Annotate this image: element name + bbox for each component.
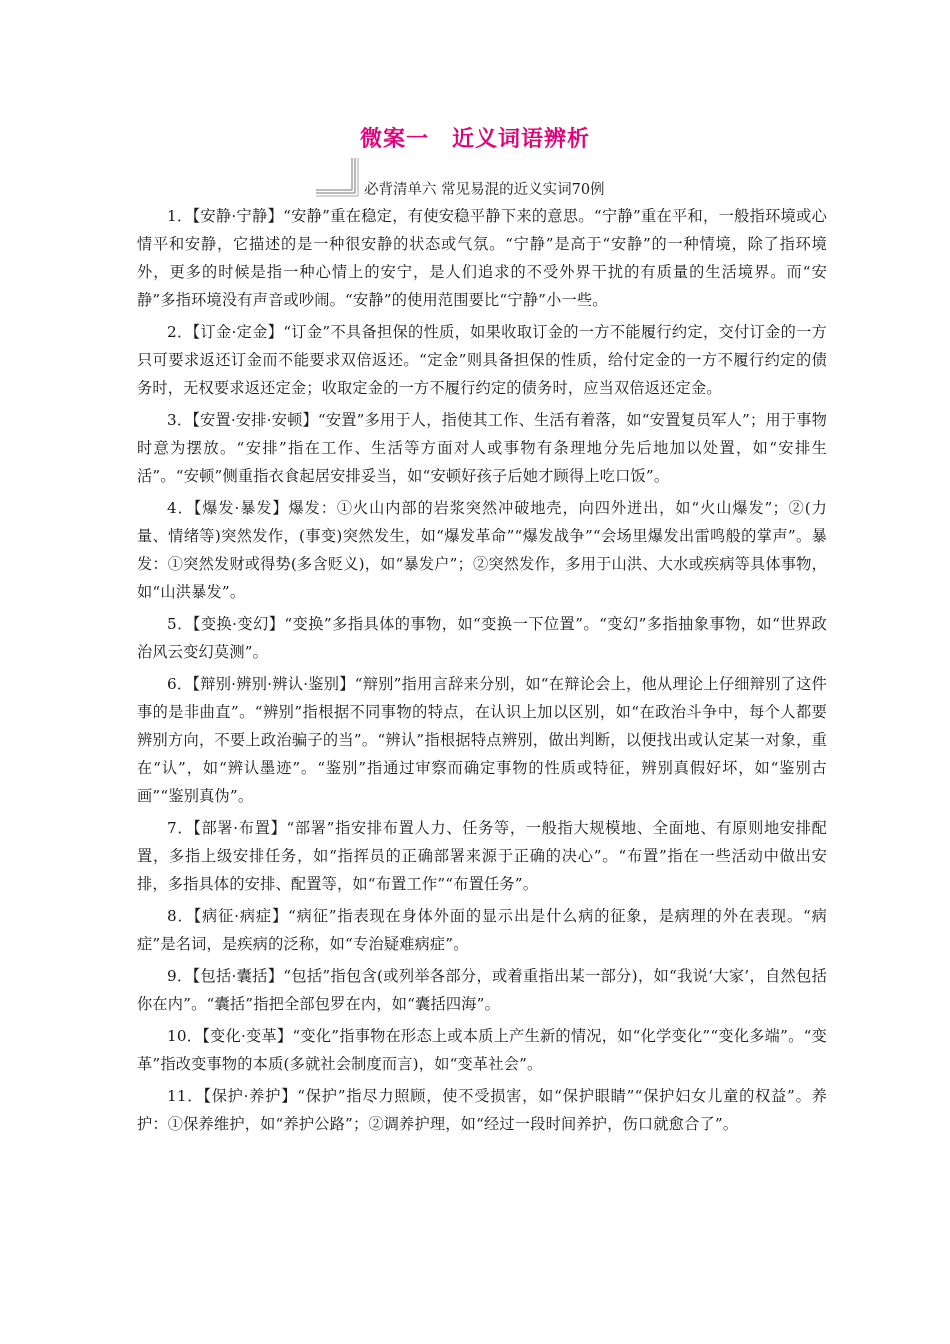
corner-ornament-icon <box>316 156 364 200</box>
paragraph-11: 11．【保护·养护】“保护”指尽力照顾，使不受损害，如“保护眼睛”“保护妇女儿童的权益”。养护：①保养维护，如“养护公路”；②调养护理，如“经过一段时间养护，伤口就愈合了”。 <box>137 1087 827 1133</box>
paragraph-8: 8．【病征·病症】“病征”指表现在身体外面的显示出是什么病的征象，是病理的外在表现。“病症”是名词，是疾病的泛称，如“专治疑难病症”。 <box>137 907 827 953</box>
paragraph-1: 1．【安静·宁静】“安静”重在稳定，有使安稳平静下来的意思。“宁静”重在平和，一般指环境或心情平和安静，它描述的是一种很安静的状态或气氛。“宁静”是高于“安静”的一种情境，除了指环境外，更多的时候是指一种心情上的安宁，是人们追求的不受外界干扰的有质量的生活境界。而“安静”多指环境没有声音或吵闹。“安静”的使用范围要比“宁静”小一些。 <box>137 207 827 309</box>
paragraph-7: 7．【部署·布置】“部署”指安排布置人力、任务等，一般指大规模地、全面地、有原则地安排配置，多指上级安排任务，如“指挥员的正确部署来源于正确的决心”。“布置”指在一些活动中做出安排，多指具体的安排、配置等，如“布置工作”“布置任务”。 <box>137 819 827 893</box>
paragraph-2: 2．【订金·定金】“订金”不具备担保的性质，如果收取订金的一方不能履行约定，交付订金的一方只可要求返还订金而不能要求双倍返还。“定金”则具备担保的性质，给付定金的一方不履行约定的债务时，无权要求返还定金；收取定金的一方不履行约定的债务时，应当双倍返还定金。 <box>137 323 827 397</box>
paragraph-10: 10．【变化·变革】“变化”指事物在形态上或本质上产生新的情况，如“化学变化”“变化多端”。“变革”指改变事物的本质(多就社会制度而言)，如“变革社会”。 <box>137 1027 827 1073</box>
page-title: 微案一 近义词语辨析 <box>359 127 590 152</box>
paragraph-6: 6．【辩别·辨别·辨认·鉴别】“辩别”指用言辞来分别，如“在辩论会上，他从理论上仔细辩别了这件事的是非曲直”。“辨别”指根据不同事物的特点，在认识上加以区别，如“在政治斗争中，每个人都要辨别方向，不要上政治骗子的当”。“辨认”指根据特点辨别，做出判断，以便找出或认定某一对象，重在“认”，如“辨认墨迹”。“鉴别”指通过审察而确定事物的性质或特征，辨别真假好坏，如“鉴别古画”“鉴别真伪”。 <box>137 675 827 805</box>
section-subtitle: 必背清单六 常见易混的近义实词70例 <box>364 182 605 198</box>
paragraph-4: 4．【爆发·暴发】爆发：①火山内部的岩浆突然冲破地壳，向四外迸出，如“火山爆发”；②(力量、情绪等)突然发作，(事变)突然发生，如“爆发革命”“爆发战争”“会场里爆发出雷鸣般的掌声”。暴发：①突然发财或得势(多含贬义)，如“暴发户”；②突然发作，多用于山洪、大水或疾病等具体事物，如“山洪暴发”。 <box>137 499 827 601</box>
body-text <box>137 202 827 1142</box>
paragraph-9: 9．【包括·囊括】“包括”指包含(或列举各部分，或着重指出某一部分)，如“我说‘大家’，自然包括你在内”。“囊括”指把全部包罗在内，如“囊括四海”。 <box>137 967 827 1013</box>
section-header <box>316 156 776 202</box>
paragraph-5: 5．【变换·变幻】“变换”多指具体的事物，如“变换一下位置”。“变幻”多指抽象事物，如“世界政治风云变幻莫测”。 <box>137 615 827 661</box>
paragraph-3: 3．【安置·安排·安顿】“安置”多用于人，指使其工作、生活有着落，如“安置复员军人”；用于事物时意为摆放。“安排”指在工作、生活等方面对人或事物有条理地分先后地加以处置，如“安排生活”。“安顿”侧重指衣食起居安排妥当，如“安顿好孩子后她才顾得上吃口饭”。 <box>137 411 827 485</box>
